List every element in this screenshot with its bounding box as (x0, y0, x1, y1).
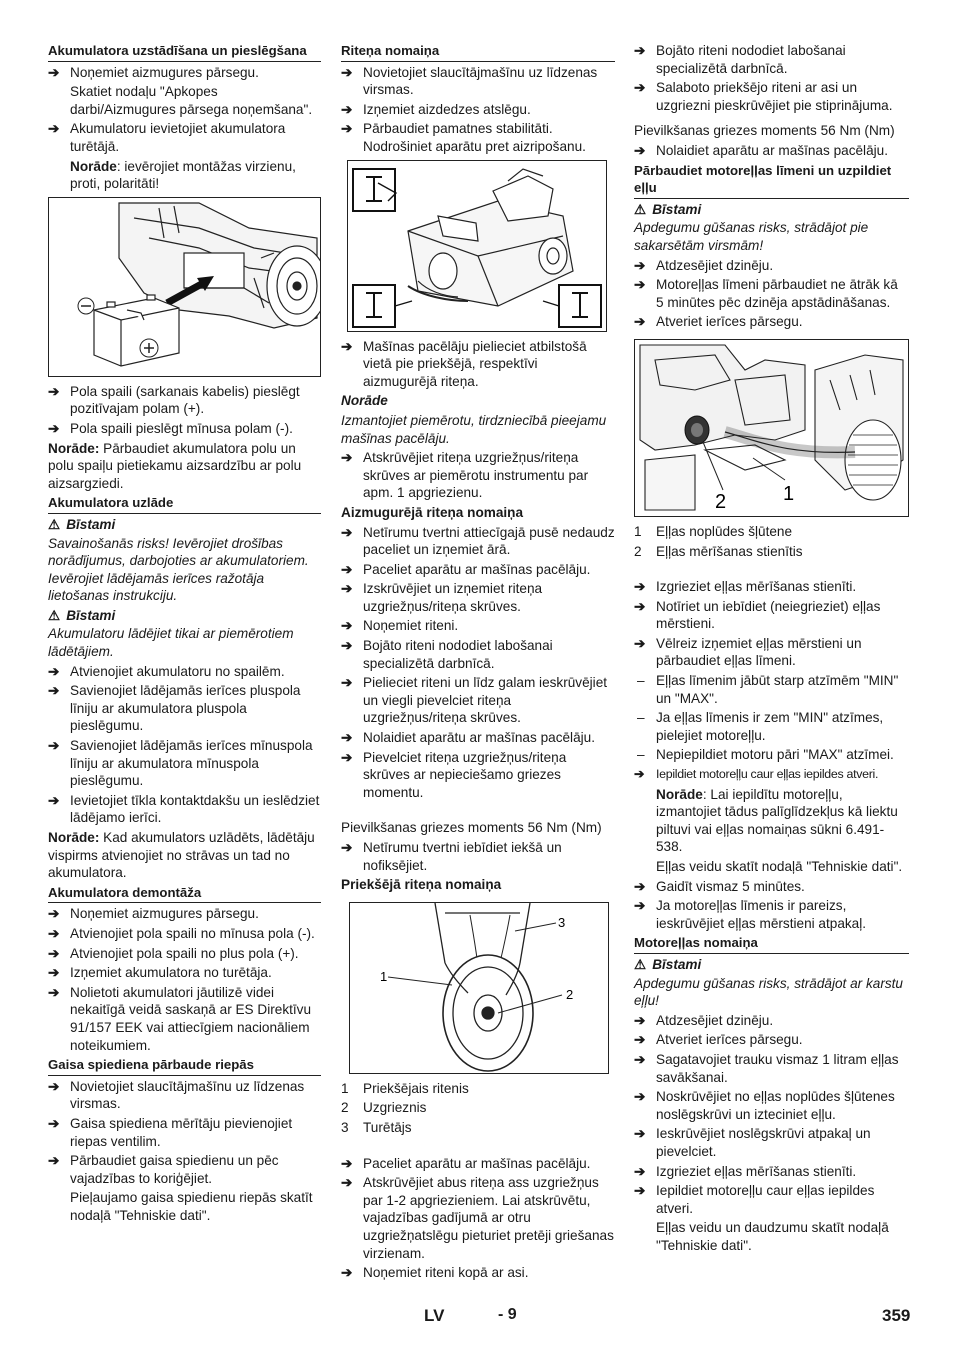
list-item: ➔ Iepildiet motoreļļu caur eļļas iepildes atveri. (634, 766, 909, 784)
warning-icon: ⚠ (634, 956, 647, 972)
caption-item: 3 Turētājs (341, 1119, 412, 1135)
dash-icon: – (637, 710, 645, 726)
arrow-icon: ➔ (341, 338, 353, 354)
warning-text: Apdegumu gūšanas risks, strādājot pie sakarsētām virsmām! (634, 220, 869, 253)
list-item: ➔ Mašīnas pacēlāju pielieciet atbilstošā vietā pie priekšējā, respektīvi aizmugurējā riteņa. (341, 338, 587, 389)
list-item: ➔ Nolaidiet aparātu ar mašīnas pacēlāju. (341, 730, 595, 746)
arrow-icon: ➔ (634, 579, 646, 595)
list-item: ➔ Atvienojiet pola spaili no mīnusa pola (-). (48, 925, 315, 941)
callout-2: 2 (566, 986, 574, 1002)
arrow-icon: ➔ (341, 1155, 353, 1171)
arrow-icon: ➔ (341, 730, 353, 746)
arrow-icon: ➔ (48, 420, 60, 436)
list-item: ➔ Pielieciet riteni un līdz galam ieskrūvējiet un viegli pievelciet riteņa uzgriežņus/riteņa skrūves. (341, 675, 608, 726)
section-title: Riteņa nomaiņa (341, 42, 615, 62)
battery-illustration (49, 198, 320, 376)
arrow-icon: ➔ (341, 581, 353, 597)
list-item: ➔ Pievelciet riteņa uzgriežņus/riteņa skrūves ar nepieciešamo griezes momentu. (341, 749, 567, 800)
arrow-icon: ➔ (48, 925, 60, 941)
list-item: ➔ Nolaidiet aparātu ar mašīnas pacēlāju. (634, 142, 888, 158)
subsection-title: Aizmugurējā riteņa nomaiņa (341, 504, 524, 520)
list-item: ➔ Ieskrūvējiet noslēgskrūvi atpakaļ un pievelciet. (634, 1126, 871, 1159)
list-item: ➔ Netīrumu tvertni iebīdiet iekšā un nofiksējiet. (341, 840, 562, 873)
caption-item: 2 Eļļas mērīšanas stienītis (634, 543, 803, 559)
arrow-icon: ➔ (48, 1078, 60, 1094)
arrow-icon: ➔ (48, 121, 60, 137)
warning-icon: ⚠ (48, 516, 61, 532)
torque-spec: Pievilkšanas griezes moments 56 Nm (Nm) (341, 820, 602, 836)
dash-item: – Eļļas līmenim jābūt starp atzīmēm "MIN" un "MAX". (637, 673, 899, 706)
list-item: ➔ Notīriet un iebīdiet (neiegrieziet) eļļas mērstieni. (634, 598, 881, 632)
arrow-icon: ➔ (48, 965, 60, 981)
list-item: ➔ Novietojiet slaucītājmašīnu uz līdzenas virsmas. (48, 1078, 305, 1112)
arrow-icon: ➔ (341, 749, 353, 765)
arrow-icon: ➔ (634, 1089, 646, 1105)
arrow-icon: ➔ (48, 984, 60, 1000)
list-item: ➔ Izgrieziet eļļas mērīšanas stienīti. (634, 579, 857, 595)
warning-text: Apdegumu gūšanas risks, strādājot ar karstu eļļu! (634, 975, 903, 1009)
callout-1: 1 (380, 968, 388, 984)
list-item: ➔ Ievietojiet tīkla kontaktdakšu un ieslēdziet lādējamo ierīci. (48, 792, 320, 826)
arrow-icon: ➔ (341, 64, 353, 80)
arrow-icon: ➔ (48, 906, 60, 922)
list-item: ➔ Atskrūvējiet abus riteņa ass uzgriežņus par 1-2 apgriezieniem. Lai atskrūvētu, vajadzības gadījumā ar otru uzgriežņatslēgu pieturiet pretēji griešanas virzienam. (341, 1175, 614, 1261)
warning-heading: ⚠ Bīstami (48, 607, 116, 623)
list-item: ➔ Gaisa spiediena mērītāju pievienojiet riepas ventilim. (48, 1115, 293, 1149)
arrow-icon: ➔ (634, 1012, 646, 1028)
arrow-icon: ➔ (634, 142, 646, 158)
warning-heading: ⚠ Bīstami (634, 956, 702, 972)
callout-1: 1 (783, 482, 795, 505)
caption-item: 1 Priekšējais ritenis (341, 1080, 469, 1096)
arrow-icon: ➔ (341, 1265, 353, 1281)
list-item: ➔ Noņemiet aizmugures pārsegu. (48, 64, 259, 80)
list-item: ➔ Noņemiet aizmugures pārsegu. (48, 906, 259, 922)
arrow-icon: ➔ (634, 1183, 646, 1199)
arrow-icon: ➔ (634, 277, 646, 293)
list-item: ➔ Noskrūvējiet no eļļas noplūdes šļūtenes noslēgskrūvi un izteciniet eļļu. (634, 1089, 895, 1122)
list-item: ➔ Gaidīt vismaz 5 minūtes. (634, 878, 805, 894)
list-item: ➔ Vēlreiz izņemiet eļļas mērstieni un pārbaudiet eļļas līmeni. (634, 635, 862, 669)
list-item: ➔ Salaboto priekšējo riteni ar asi un uzgriezni pieskrūvējiet pie stiprinājuma. (634, 80, 893, 113)
note: Norāde: Pārbaudiet akumulatora polu un polu spaiļu pietiekamu aizsardzību ar polu aizsargziedi. (48, 440, 302, 491)
arrow-icon: ➔ (48, 683, 60, 699)
arrow-icon: ➔ (48, 663, 60, 679)
arrow-icon: ➔ (48, 64, 60, 80)
list-item: ➔ Noņemiet riteni. (341, 618, 459, 634)
arrow-icon: ➔ (341, 675, 353, 691)
list-item: ➔ Pārbaudiet gaisa spiedienu un pēc vajadzības to koriģējiet. (48, 1153, 279, 1186)
list-item: ➔ Izņemiet aizdedzes atslēgu. (341, 101, 531, 117)
arrow-icon: ➔ (634, 1032, 646, 1048)
dash-item: – Nepiepildiet motoru pāri "MAX" atzīmei. (637, 747, 894, 763)
arrow-icon: ➔ (634, 257, 646, 273)
caption-item: 1 Eļļas noplūdes šļūtene (634, 523, 793, 539)
arrow-icon: ➔ (48, 1115, 60, 1131)
battery-install-figure (48, 197, 321, 377)
list-item: ➔ Atdzesējiet dzinēju. (634, 1012, 774, 1028)
list-item: ➔ Sagatavojiet trauku vismaz 1 litram eļļas savākšanai. (634, 1051, 899, 1085)
list-item: ➔ Nolietoti akumulatori jāutilizē videi nekaitīgā veidā saskaņā ar ES Direktīvu 91/157 EEK vai attiecīgiem nacionāliem noteikumiem. (48, 984, 312, 1053)
arrow-icon: ➔ (48, 1153, 60, 1169)
arrow-icon: ➔ (48, 945, 60, 961)
list-item: ➔ Atveriet ierīces pārsegu. (634, 1032, 803, 1048)
list-item: ➔ Izgrieziet eļļas mērīšanas stienīti. (634, 1163, 857, 1179)
list-item: ➔ Ja motoreļļas līmenis ir pareizs, ieskrūvējiet eļļas mērstieni atpakaļ. (634, 898, 867, 931)
arrow-icon: ➔ (341, 121, 353, 137)
dash-icon: – (637, 673, 645, 689)
indented-text: Pieļaujamo gaisa spiedienu riepās skatīt nodaļā "Tehniskie dati". (70, 1190, 313, 1223)
arrow-icon: ➔ (341, 618, 353, 634)
arrow-icon: ➔ (341, 638, 353, 654)
warning-heading: ⚠ Bīstami (48, 516, 116, 532)
arrow-icon: ➔ (634, 598, 646, 614)
arrow-icon: ➔ (634, 1051, 646, 1067)
note: Norāde: ievērojiet montāžas virzienu, proti, polaritāti! (70, 158, 296, 192)
warning-text: Akumulatoru lādējiet tikai ar piemērotiem lādētājiem. (48, 626, 294, 660)
list-item: ➔ Akumulatoru ievietojiet akumulatora turētājā. (48, 121, 286, 154)
warning-text: Savainošanās risks! Ievērojiet drošības norādījumus, darbojoties ar akumulatoriem. Ievērojiet lādējamās ierīces ražotāja lietošanas instrukciju. (48, 535, 309, 604)
arrow-icon: ➔ (634, 43, 646, 58)
list-item: ➔ Bojāto riteni nododiet labošanai specializētā darbnīcā. (341, 638, 553, 671)
list-item: ➔ Atvienojiet pola spaili no plus pola (+). (48, 945, 299, 961)
subsection-title: Priekšējā riteņa nomaiņa (341, 877, 502, 893)
front-wheel-illustration (350, 903, 608, 1073)
torque-spec: Pievilkšanas griezes moments 56 Nm (Nm) (634, 123, 895, 139)
engine-oil-figure (634, 339, 909, 517)
arrow-icon: ➔ (341, 524, 353, 540)
arrow-icon: ➔ (48, 383, 60, 399)
callout-3: 3 (558, 914, 566, 930)
dash-icon: – (637, 747, 645, 763)
arrow-icon: ➔ (634, 1126, 646, 1142)
list-item: ➔ Pola spaili pieslēgt mīnusa polam (-). (48, 420, 293, 436)
list-item: ➔ Atvienojiet akumulatoru no spailēm. (48, 663, 285, 679)
note: Norāde: Lai iepildītu motoreļļu, izmantojiet tādus palīglīdzekļus kā liektu piltuvi vai eļļas nomaiņas sūkni 6.491-538. (656, 786, 898, 855)
section-title: Gaisa spiediena pārbaude riepās (48, 1056, 321, 1076)
arrow-icon: ➔ (634, 898, 646, 914)
list-item: ➔ Izņemiet akumulatora no turētāja. (48, 965, 272, 981)
arrow-icon: ➔ (634, 767, 645, 782)
list-item: ➔ Novietojiet slaucītājmašīnu uz līdzenas virsmas. (341, 64, 598, 98)
section-title: Akumulatora uzstādīšana un pieslēgšana (48, 42, 321, 62)
section-title: Akumulatora uzlāde (48, 494, 321, 514)
list-item: ➔ Savienojiet lādējamās ierīces pluspola līniju ar akumulatora pluspola pieslēgumu. (48, 683, 301, 734)
footer-page-number: 359 (882, 1306, 911, 1325)
arrow-icon: ➔ (634, 80, 646, 96)
arrow-icon: ➔ (634, 635, 646, 651)
list-item: ➔ Paceliet aparātu ar mašīnas pacēlāju. (341, 561, 591, 577)
dash-item: – Ja eļļas līmenis ir zem "MIN" atzīmes, pielejiet motoreļļu. (637, 710, 884, 743)
indented-text: Eļļas veidu un daudzumu skatīt nodaļā "Tehniskie dati". (656, 1220, 889, 1253)
note-text: Izmantojiet piemērotu, tirdzniecībā pieejamu mašīnas pacēlāju. (341, 412, 607, 446)
arrow-icon: ➔ (341, 1175, 353, 1191)
arrow-icon: ➔ (341, 561, 353, 577)
footer-local-page: - 9 (498, 1306, 517, 1323)
list-item: ➔ Atdzesējiet dzinēju. (634, 257, 774, 273)
front-wheel-figure (349, 902, 609, 1074)
arrow-icon: ➔ (341, 840, 353, 855)
machine-lift-figure (347, 160, 607, 332)
callout-2: 2 (715, 490, 727, 513)
sweeper-illustration (348, 161, 606, 331)
column-3 (634, 42, 909, 1256)
note-heading: Norāde (341, 393, 388, 409)
column-1 (48, 42, 321, 1226)
section-title: Akumulatora demontāža (48, 884, 321, 904)
list-item: ➔ Noņemiet riteni kopā ar asi. (341, 1265, 529, 1281)
section-title: Pārbaudiet motoreļļas līmeni un uzpildiet eļļu (634, 162, 909, 199)
list-item: ➔ Netīrumu tvertni attiecīgajā pusē nedaudz paceliet un izņemiet ārā. (341, 524, 615, 558)
arrow-icon: ➔ (634, 878, 646, 894)
warning-icon: ⚠ (634, 201, 647, 217)
warning-heading: ⚠ Bīstami (634, 201, 702, 217)
arrow-icon: ➔ (48, 738, 60, 754)
list-item: ➔ Savienojiet lādējamās ierīces mīnuspola līniju ar akumulatora mīnuspola pieslēgumu. (48, 738, 313, 789)
list-item: ➔ Pārbaudiet pamatnes stabilitāti. Nodrošiniet aparātu pret aizripošanu. (341, 121, 586, 154)
list-item: ➔ Paceliet aparātu ar mašīnas pacēlāju. (341, 1155, 591, 1171)
section-title: Motoreļļas nomaiņa (634, 934, 909, 954)
indented-text: Eļļas veidu skatīt nodaļā "Tehniskie dati". (656, 859, 903, 874)
list-item: ➔ Pola spaili (sarkanais kabelis) pieslēgt pozitīvajam polam (+). (48, 383, 300, 417)
arrow-icon: ➔ (341, 450, 353, 466)
arrow-icon: ➔ (634, 1163, 646, 1179)
warning-icon: ⚠ (48, 607, 61, 623)
list-item: ➔ Motoreļļas līmeni pārbaudiet ne ātrāk kā 5 minūtes pēc dzinēja apstādināšanas. (634, 277, 898, 310)
footer-language: LV (424, 1306, 445, 1325)
arrow-icon: ➔ (341, 101, 353, 117)
column-2 (341, 42, 615, 1284)
list-item: ➔ Atveriet ierīces pārsegu. (634, 314, 803, 330)
list-item: ➔ Izskrūvējiet un izņemiet riteņa uzgriežņus/riteņa skrūves. (341, 581, 543, 614)
caption-item: 2 Uzgrieznis (341, 1100, 427, 1116)
list-item: ➔ Iepildiet motoreļļu caur eļļas iepildes atveri. (634, 1183, 875, 1216)
list-item: ➔ Bojāto riteni nododiet labošanai specializētā darbnīcā. (634, 43, 846, 76)
note: Norāde: Kad akumulators uzlādēts, lādētāju vispirms atvienojiet no strāvas un tad no akumulatora. (48, 830, 315, 881)
arrow-icon: ➔ (48, 792, 60, 808)
list-item: ➔ Atskrūvējiet riteņa uzgriežņus/riteņa skrūves ar piemērotu instrumentu par apm. 1 apgriezienu. (341, 450, 589, 501)
indented-text: Skatiet nodaļu "Apkopes darbi/Aizmugures pārsega noņemšana". (70, 84, 313, 117)
arrow-icon: ➔ (634, 314, 646, 330)
engine-illustration (635, 340, 908, 516)
